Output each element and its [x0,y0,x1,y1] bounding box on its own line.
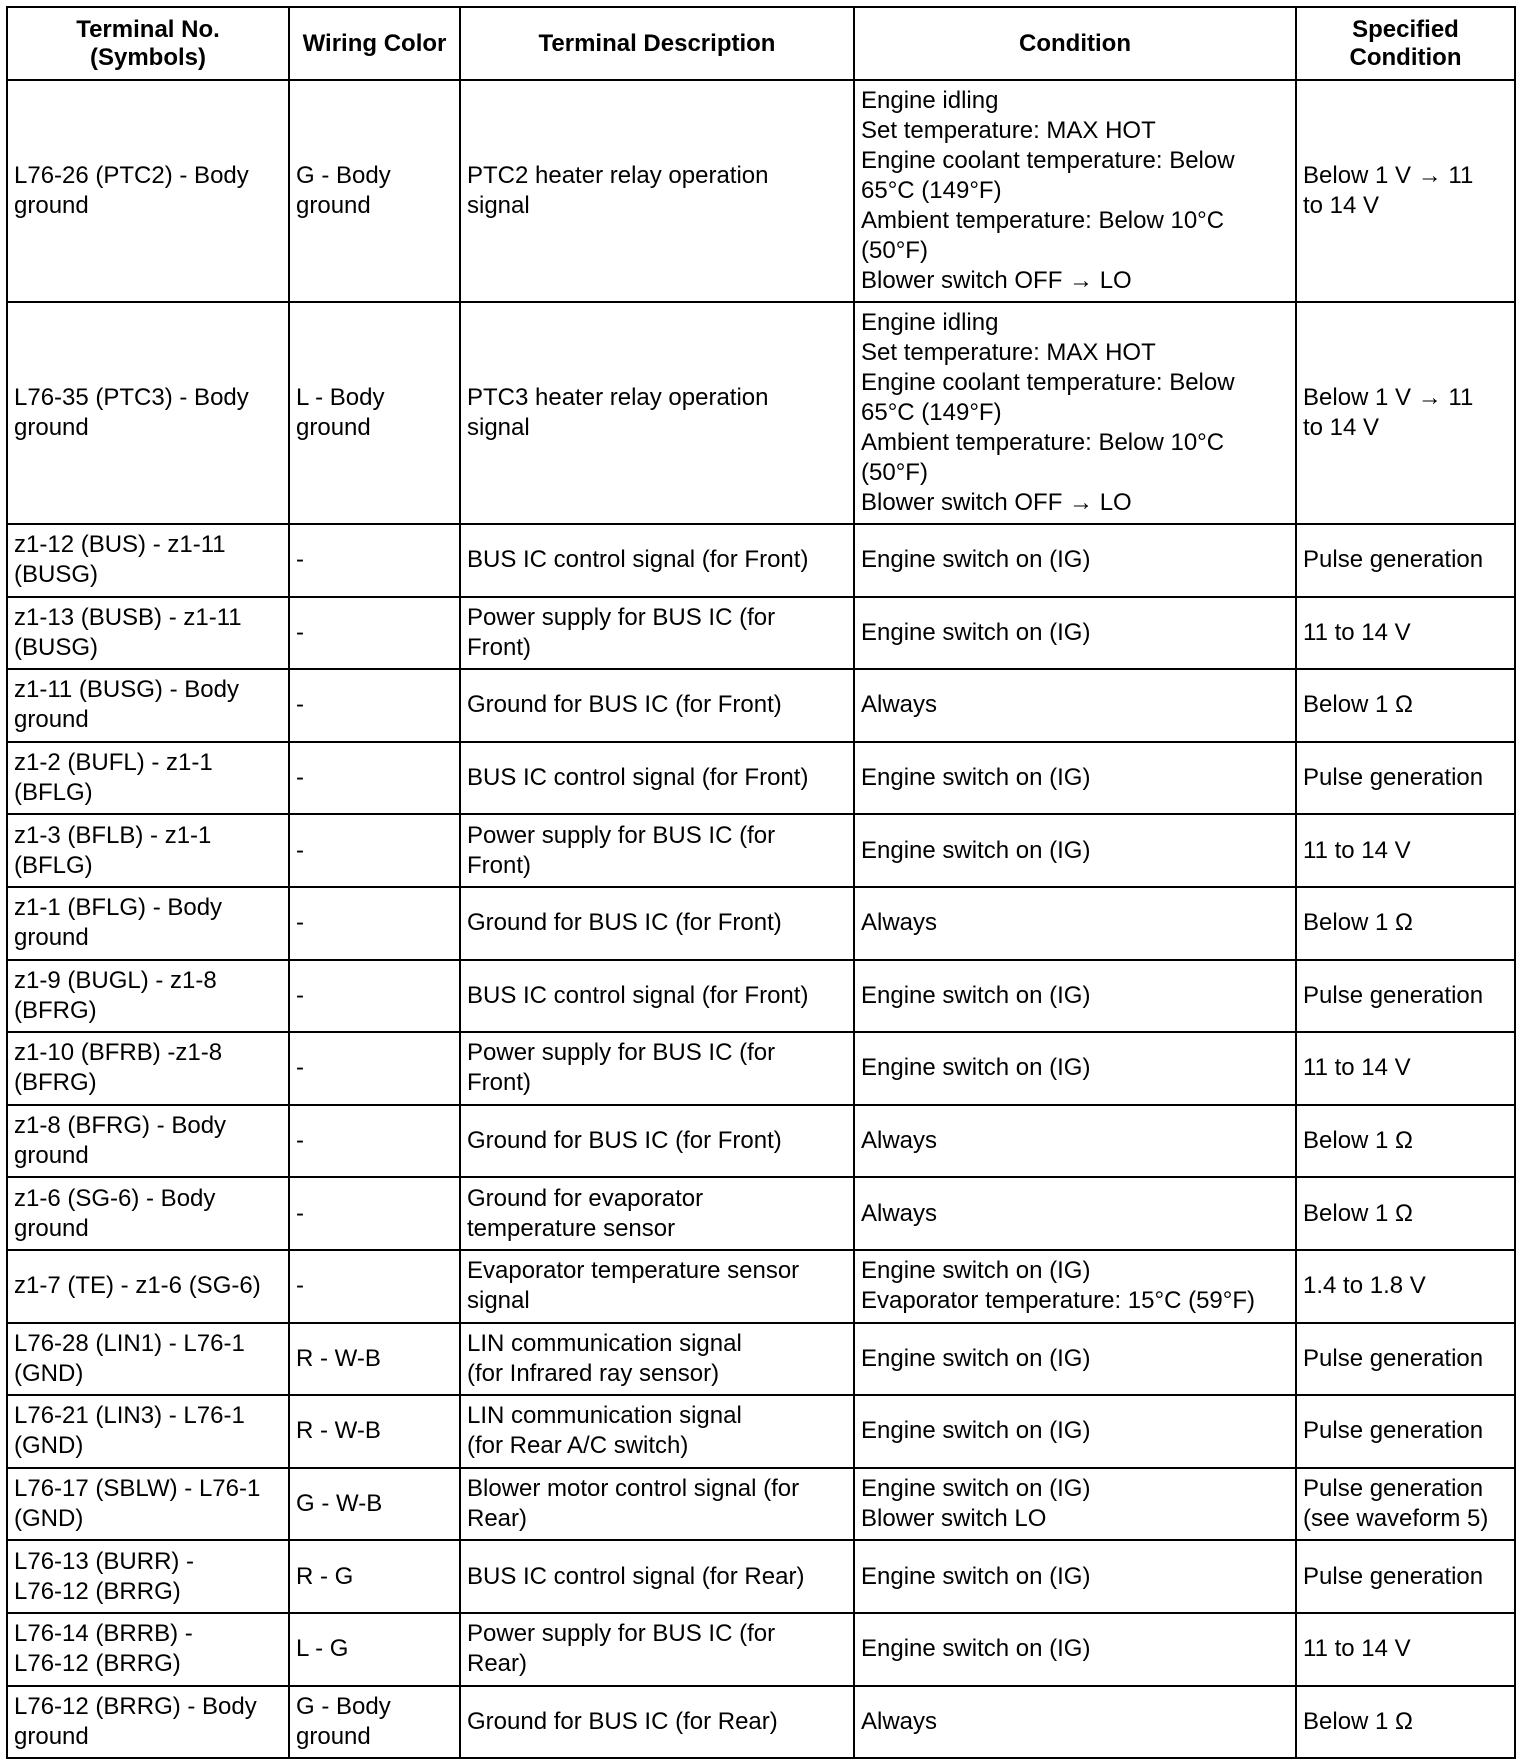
cell-line: (for Infrared ray sensor) [467,1359,720,1387]
cell-line: Evaporator temperature sensor [467,1257,800,1285]
header-row [7,7,1515,80]
cell-line: BUS IC control signal (for Rear) [467,1562,805,1590]
cell-line: 11 to 14 V [1303,618,1411,646]
cell-terminal [7,887,289,960]
cell-line: Ground for BUS IC (for Front) [467,909,782,937]
cell-line: R - G [296,1562,354,1590]
cell-wiring-color [289,1177,460,1250]
cell-line: Engine coolant temperature: Below [861,147,1235,174]
cell-line: (BFRG) [14,1069,97,1097]
cell-line: z1-2 (BUFL) - z1-1 [14,749,213,777]
cell-line: Ground for BUS IC (for Rear) [467,1707,778,1735]
cell-line: (50°F) [861,459,928,486]
cell-line: Condition [1349,43,1462,71]
cell-specified-condition [1296,887,1515,960]
cell-line: ground [14,192,89,219]
cell-line: Blower switch OFF → LO [861,489,1132,516]
cell-terminal [7,1250,289,1323]
cell-line: Front) [467,851,532,879]
cell-terminal-description [460,1032,854,1105]
cell-line: z1-1 (BFLG) - Body [14,894,223,922]
cell-terminal-description [460,887,854,960]
cell-line: - [296,546,304,574]
cell-line: (BFLG) [14,851,93,879]
cell-line: z1-12 (BUS) - z1-11 [14,531,226,559]
header-terminal [7,7,289,80]
cell-line: BUS IC control signal (for Front) [467,764,809,792]
cell-specified-condition [1296,524,1515,597]
cell-specified-condition [1296,814,1515,887]
cell-wiring-color [289,1395,460,1468]
cell-wiring-color [289,742,460,815]
cell-specified-condition [1296,1250,1515,1323]
cell-line: (GND) [14,1432,84,1460]
cell-line: - [296,618,304,646]
cell-line: to 14 V [1303,414,1380,441]
cell-wiring-color [289,814,460,887]
cell-condition [854,814,1296,887]
cell-line: to 14 V [1303,192,1380,219]
cell-line: ground [14,1142,89,1170]
cell-terminal [7,80,289,302]
cell-line: PTC2 heater relay operation [467,162,769,189]
cell-line: Engine switch on (IG) [861,1257,1091,1285]
table-row [7,1468,1515,1541]
cell-wiring-color [289,1323,460,1396]
table-row [7,960,1515,1033]
cell-specified-condition [1296,1395,1515,1468]
cell-line: Rear) [467,1505,528,1533]
cell-wiring-color [289,1250,460,1323]
table-row [7,814,1515,887]
cell-line: L76-12 (BRRG) - Body [14,1692,257,1720]
cell-line: Terminal No. [76,15,220,43]
table-row [7,80,1515,302]
table-row [7,1540,1515,1613]
cell-line: ground [14,924,89,952]
cell-line: ground [14,706,89,734]
cell-line: Condition [1019,29,1131,57]
cell-terminal [7,1468,289,1541]
cell-line: Power supply for BUS IC (for [467,821,776,849]
cell-line: Pulse generation [1303,1562,1484,1590]
cell-line: R - W-B [296,1344,381,1372]
cell-terminal [7,1686,289,1759]
cell-line: Below 1 V → 11 [1303,162,1474,189]
table-row [7,669,1515,742]
cell-terminal [7,1032,289,1105]
cell-condition [854,597,1296,670]
cell-line: Always [861,691,938,719]
cell-terminal-description [460,1686,854,1759]
cell-line: (50°F) [861,237,928,264]
cell-condition [854,1540,1296,1613]
table-row [7,1686,1515,1759]
cell-wiring-color [289,1032,460,1105]
header-specified-condition [1296,7,1515,80]
table-row [7,1323,1515,1396]
cell-line: (Symbols) [89,43,206,71]
cell-line: Blower motor control signal (for [467,1475,800,1503]
cell-line: Power supply for BUS IC (for [467,1039,776,1067]
cell-line: Front) [467,633,532,661]
cell-wiring-color [289,960,460,1033]
cell-line: Below 1 Ω [1303,1707,1413,1735]
cell-condition [854,1395,1296,1468]
cell-wiring-color [289,1686,460,1759]
cell-condition [854,669,1296,742]
cell-condition [854,1613,1296,1686]
cell-terminal [7,1540,289,1613]
cell-line: 1.4 to 1.8 V [1303,1272,1426,1300]
cell-specified-condition [1296,80,1515,302]
cell-wiring-color [289,524,460,597]
cell-condition [854,1686,1296,1759]
cell-line: z1-8 (BFRG) - Body [14,1112,227,1140]
cell-specified-condition [1296,1613,1515,1686]
cell-line: Always [861,1199,938,1227]
cell-wiring-color [289,1105,460,1178]
cell-line: ground [296,192,371,219]
cell-terminal [7,814,289,887]
cell-line: - [296,764,304,792]
cell-specified-condition [1296,1323,1515,1396]
cell-line: z1-3 (BFLB) - z1-1 [14,821,212,849]
cell-terminal-description [460,1177,854,1250]
cell-line: Engine switch on (IG) [861,836,1091,864]
cell-terminal [7,742,289,815]
cell-line: z1-7 (TE) - z1-6 (SG-6) [14,1272,261,1300]
table-row [7,1105,1515,1178]
cell-terminal [7,597,289,670]
cell-specified-condition [1296,1468,1515,1541]
cell-wiring-color [289,1613,460,1686]
cell-line: LIN communication signal [467,1329,742,1357]
cell-wiring-color [289,80,460,302]
table-row [7,1613,1515,1686]
cell-line: Ground for BUS IC (for Front) [467,1127,782,1155]
cell-line: L76-12 (BRRG) [14,1650,181,1678]
cell-terminal [7,1323,289,1396]
cell-line: Power supply for BUS IC (for [467,1620,776,1648]
cell-line: Engine idling [861,309,999,336]
cell-line: temperature sensor [467,1214,676,1242]
cell-wiring-color [289,302,460,524]
cell-condition [854,1468,1296,1541]
cell-line: Ground for BUS IC (for Front) [467,691,782,719]
cell-line: L76-28 (LIN1) - L76-1 [14,1329,245,1357]
cell-line: BUS IC control signal (for Front) [467,546,809,574]
cell-terminal-description [460,1105,854,1178]
cell-line: ground [14,1214,89,1242]
cell-specified-condition [1296,1686,1515,1759]
cell-line: signal [467,192,530,219]
cell-line: G - Body [296,1692,391,1720]
cell-terminal [7,1613,289,1686]
cell-line: Always [861,1707,938,1735]
cell-terminal [7,1105,289,1178]
cell-line: - [296,909,304,937]
cell-line: Below 1 Ω [1303,1127,1413,1155]
cell-condition [854,1105,1296,1178]
table-row [7,1395,1515,1468]
cell-line: 11 to 14 V [1303,1054,1411,1082]
cell-terminal-description [460,1540,854,1613]
cell-line: Below 1 Ω [1303,691,1413,719]
cell-terminal-description [460,742,854,815]
cell-line: ground [296,414,371,441]
table-row [7,302,1515,524]
header-terminal-description [460,7,854,80]
cell-line: - [296,1199,304,1227]
cell-condition [854,742,1296,815]
cell-line: - [296,981,304,1009]
cell-line: z1-9 (BUGL) - z1-8 [14,966,217,994]
cell-line: Ambient temperature: Below 10°C [861,207,1225,234]
cell-terminal-description [460,80,854,302]
cell-wiring-color [289,887,460,960]
cell-line: Rear) [467,1650,528,1678]
cell-line: Engine switch on (IG) [861,618,1091,646]
cell-terminal [7,960,289,1033]
cell-line: Always [861,909,938,937]
cell-line: (BFRG) [14,996,97,1024]
table-row [7,887,1515,960]
cell-line: L76-14 (BRRB) - [14,1620,193,1648]
cell-condition [854,1250,1296,1323]
cell-line: Pulse generation [1303,1417,1484,1445]
table-header [7,7,1515,80]
cell-condition [854,1032,1296,1105]
cell-line: Pulse generation [1303,981,1484,1009]
cell-line: (BUSG) [14,633,98,661]
cell-line: L76-21 (LIN3) - L76-1 [14,1402,245,1430]
cell-line: 65°C (149°F) [861,399,1002,426]
cell-line: L76-12 (BRRG) [14,1577,181,1605]
cell-specified-condition [1296,742,1515,815]
header-condition [854,7,1296,80]
cell-line: G - W-B [296,1490,383,1518]
cell-line: Pulse generation [1303,764,1484,792]
cell-line: G - Body [296,162,391,189]
cell-condition [854,1177,1296,1250]
cell-line: 11 to 14 V [1303,1635,1411,1663]
cell-line: Front) [467,1069,532,1097]
cell-terminal-description [460,960,854,1033]
cell-line: ground [14,1722,89,1750]
cell-line: Engine switch on (IG) [861,1635,1091,1663]
table-row [7,1177,1515,1250]
cell-wiring-color [289,1540,460,1613]
cell-line: Engine switch on (IG) [861,1562,1091,1590]
cell-condition [854,1323,1296,1396]
cell-wiring-color [289,1468,460,1541]
cell-line: (GND) [14,1359,84,1387]
cell-line: (GND) [14,1505,84,1533]
cell-line: - [296,836,304,864]
table-row [7,1032,1515,1105]
cell-line: - [296,691,304,719]
cell-terminal [7,302,289,524]
cell-line: L - G [296,1635,349,1663]
cell-specified-condition [1296,302,1515,524]
cell-line: z1-13 (BUSB) - z1-11 [14,603,242,631]
cell-line: BUS IC control signal (for Front) [467,981,809,1009]
cell-terminal-description [460,1613,854,1686]
cell-line: L76-17 (SBLW) - L76-1 [14,1475,261,1503]
cell-line: z1-11 (BUSG) - Body [14,676,239,704]
cell-line: Engine switch on (IG) [861,981,1091,1009]
cell-line: ground [14,414,89,441]
cell-line: Terminal Description [538,29,776,57]
cell-line: signal [467,1287,530,1315]
table-body [7,80,1515,1758]
header-wiring-color [289,7,460,80]
cell-line: Power supply for BUS IC (for [467,603,776,631]
cell-specified-condition [1296,960,1515,1033]
cell-line: R - W-B [296,1417,381,1445]
cell-specified-condition [1296,1105,1515,1178]
cell-line: Engine switch on (IG) [861,1054,1091,1082]
cell-line: Blower switch OFF → LO [861,267,1132,294]
cell-terminal-description [460,1323,854,1396]
cell-line: (see waveform 5) [1303,1505,1489,1533]
cell-line: - [296,1054,304,1082]
table-row [7,597,1515,670]
cell-line: Below 1 V → 11 [1303,384,1474,411]
cell-terminal-description [460,814,854,887]
cell-line: LIN communication signal [467,1402,742,1430]
cell-specified-condition [1296,1540,1515,1613]
cell-line: Below 1 Ω [1303,1199,1413,1227]
cell-terminal [7,1177,289,1250]
cell-line: Engine switch on (IG) [861,764,1091,792]
cell-terminal [7,669,289,742]
cell-specified-condition [1296,1177,1515,1250]
cell-line: z1-6 (SG-6) - Body [14,1184,216,1212]
cell-terminal-description [460,1395,854,1468]
cell-terminal-description [460,1250,854,1323]
cell-line: Below 1 Ω [1303,909,1413,937]
table-row [7,1250,1515,1323]
cell-line: Wiring Color [302,29,447,57]
cell-line: Engine switch on (IG) [861,546,1091,574]
cell-line: Ground for evaporator [467,1184,704,1212]
cell-line: 11 to 14 V [1303,836,1411,864]
cell-terminal-description [460,1468,854,1541]
cell-terminal-description [460,302,854,524]
cell-wiring-color [289,669,460,742]
cell-terminal [7,524,289,597]
cell-line: 65°C (149°F) [861,177,1002,204]
cell-wiring-color [289,597,460,670]
cell-condition [854,302,1296,524]
cell-line: Engine idling [861,87,999,114]
cell-line: L76-26 (PTC2) - Body [14,162,249,189]
cell-line: Pulse generation [1303,1344,1484,1372]
cell-line: Set temperature: MAX HOT [861,117,1156,144]
cell-line: Set temperature: MAX HOT [861,339,1156,366]
cell-condition [854,524,1296,597]
cell-line: Pulse generation [1303,546,1484,574]
cell-line: Ambient temperature: Below 10°C [861,429,1225,456]
cell-line: signal [467,414,530,441]
cell-terminal-description [460,597,854,670]
cell-line: - [296,1272,304,1300]
cell-line: PTC3 heater relay operation [467,384,769,411]
cell-condition [854,887,1296,960]
cell-terminal-description [460,524,854,597]
cell-line: L76-35 (PTC3) - Body [14,384,249,411]
cell-line: Always [861,1127,938,1155]
cell-line: L76-13 (BURR) - [14,1547,195,1575]
cell-specified-condition [1296,597,1515,670]
cell-line: z1-10 (BFRB) -z1-8 [14,1039,223,1067]
cell-line: Engine switch on (IG) [861,1475,1091,1503]
cell-line: Engine coolant temperature: Below [861,369,1235,396]
cell-condition [854,80,1296,302]
cell-line: (for Rear A/C switch) [467,1432,689,1460]
terminal-table [6,6,1516,1759]
cell-specified-condition [1296,669,1515,742]
table-row [7,524,1515,597]
cell-line: (BUSG) [14,561,98,589]
cell-line: Specified [1352,15,1459,43]
cell-condition [854,960,1296,1033]
cell-terminal [7,1395,289,1468]
table-row [7,742,1515,815]
cell-line: Engine switch on (IG) [861,1344,1091,1372]
terminal-table-container [6,6,1514,1759]
cell-line: Engine switch on (IG) [861,1417,1091,1445]
cell-line: ground [296,1722,371,1750]
cell-line: Blower switch LO [861,1505,1047,1533]
cell-line: Pulse generation [1303,1475,1484,1503]
cell-line: L - Body [296,384,385,411]
cell-line: (BFLG) [14,779,93,807]
cell-terminal-description [460,669,854,742]
cell-line: Evaporator temperature: 15°C (59°F) [861,1287,1256,1315]
cell-line: - [296,1127,304,1155]
cell-specified-condition [1296,1032,1515,1105]
